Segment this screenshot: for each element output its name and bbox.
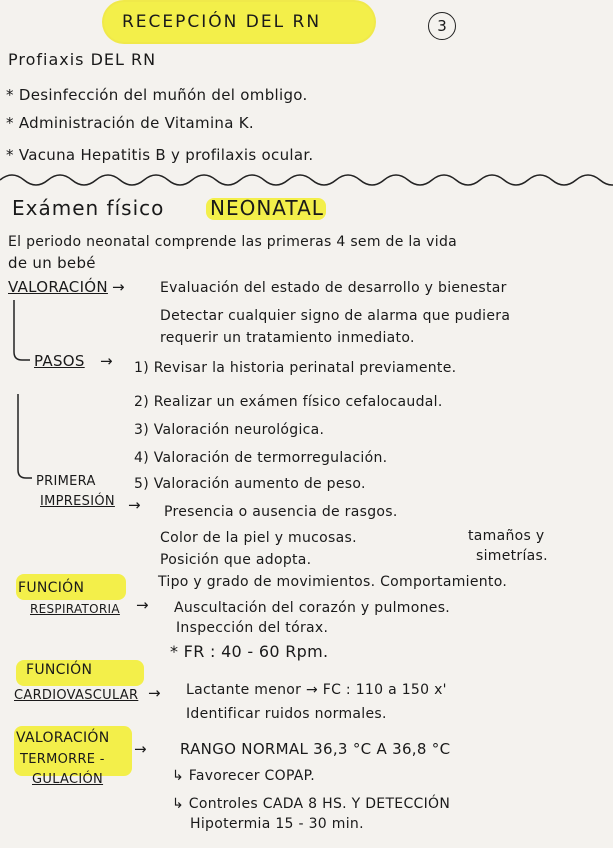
primera-impresion-line-2-right: tamaños y xyxy=(468,528,545,544)
pasos-label: PASOS xyxy=(34,352,85,370)
examen-heading-part1: Exámen físico xyxy=(12,196,165,220)
examen-intro-line2: de un bebé xyxy=(8,254,96,272)
valoracion-termo-line-2: ↳ Favorecer COPAP. xyxy=(172,768,315,784)
pasos-arrow: → xyxy=(100,352,113,370)
profilaxis-item-1: * Desinfección del muñón del ombligo. xyxy=(6,86,308,104)
funcion-respiratoria-line-1: Auscultación del corazón y pulmones. xyxy=(174,600,451,616)
valoracion-termo-label-3: GULACIÓN xyxy=(32,772,104,787)
valoracion-termo-line-4: Hipotermia 15 - 30 min. xyxy=(190,816,364,832)
valoracion-termo-line-3: ↳ Controles CADA 8 HS. Y DETECCIÓN xyxy=(172,796,451,812)
funcion-respiratoria-arrow: → xyxy=(136,596,149,614)
primera-impresion-label-1: PRIMERA xyxy=(36,474,96,489)
valoracion-termo-line-1: RANGO NORMAL 36,3 °C A 36,8 °C xyxy=(180,740,451,758)
paso-item-5: 5) Valoración aumento de peso. xyxy=(134,476,366,492)
paso-item-1: 1) Revisar la historia perinatal previamente. xyxy=(134,360,457,376)
funcion-cardiovascular-label-1: FUNCIÓN xyxy=(26,662,93,678)
primera-impresion-arrow: → xyxy=(128,496,141,514)
primera-impresion-line-2: Color de la piel y mucosas. xyxy=(160,530,357,546)
profilaxis-item-3: * Vacuna Hepatitis B y profilaxis ocular. xyxy=(6,146,314,164)
valoracion-termo-label-1: VALORACIÓN xyxy=(16,730,110,746)
funcion-cardiovascular-line-1: Lactante menor → FC : 110 a 150 x' xyxy=(186,682,447,698)
paso-item-4: 4) Valoración de termorregulación. xyxy=(134,450,388,466)
funcion-respiratoria-label-1: FUNCIÓN xyxy=(18,580,85,596)
valoracion-line-2: Detectar cualquier signo de alarma que pudiera xyxy=(160,308,511,324)
primera-impresion-line-3: Posición que adopta. xyxy=(160,552,312,568)
paso-item-2: 2) Realizar un exámen físico cefalocaudal. xyxy=(134,394,443,410)
funcion-cardiovascular-arrow: → xyxy=(148,684,161,702)
valoracion-line-1: Evaluación del estado de desarrollo y bienestar xyxy=(160,280,507,296)
valoracion-termo-label-2: TERMORRE - xyxy=(20,752,105,767)
valoracion-termo-arrow: → xyxy=(134,740,147,758)
examen-heading-part2: NEONATAL xyxy=(210,196,324,220)
funcion-cardiovascular-label-2: CARDIOVASCULAR xyxy=(14,688,139,703)
page-number: 3 xyxy=(428,12,456,40)
primera-impresion-line-3-right: simetrías. xyxy=(476,548,548,564)
funcion-cardiovascular-line-2: Identificar ruidos normales. xyxy=(186,706,387,722)
primera-impresion-label-2: IMPRESIÓN xyxy=(40,494,115,509)
funcion-respiratoria-label-2: RESPIRATORIA xyxy=(30,602,120,616)
funcion-respiratoria-line-2: Inspección del tórax. xyxy=(176,620,329,636)
page-title: RECEPCIÓN DEL RN xyxy=(122,12,322,32)
profilaxis-item-2: * Administración de Vitamina K. xyxy=(6,114,255,132)
funcion-respiratoria-line-3: * FR : 40 - 60 Rpm. xyxy=(170,642,329,661)
primera-impresion-line-1: Presencia o ausencia de rasgos. xyxy=(164,504,398,520)
valoracion-label: VALORACIÓN xyxy=(8,278,108,296)
valoracion-line-3: requerir un tratamiento inmediato. xyxy=(160,330,415,346)
examen-intro-line1: El periodo neonatal comprende las primeras 4 sem de la vida xyxy=(8,234,458,250)
profilaxis-heading: Profiaxis DEL RN xyxy=(8,50,157,69)
paso-item-3: 3) Valoración neurológica. xyxy=(134,422,325,438)
primera-impresion-line-4: Tipo y grado de movimientos. Comportamiento. xyxy=(158,574,508,590)
valoracion-arrow: → xyxy=(112,278,125,296)
